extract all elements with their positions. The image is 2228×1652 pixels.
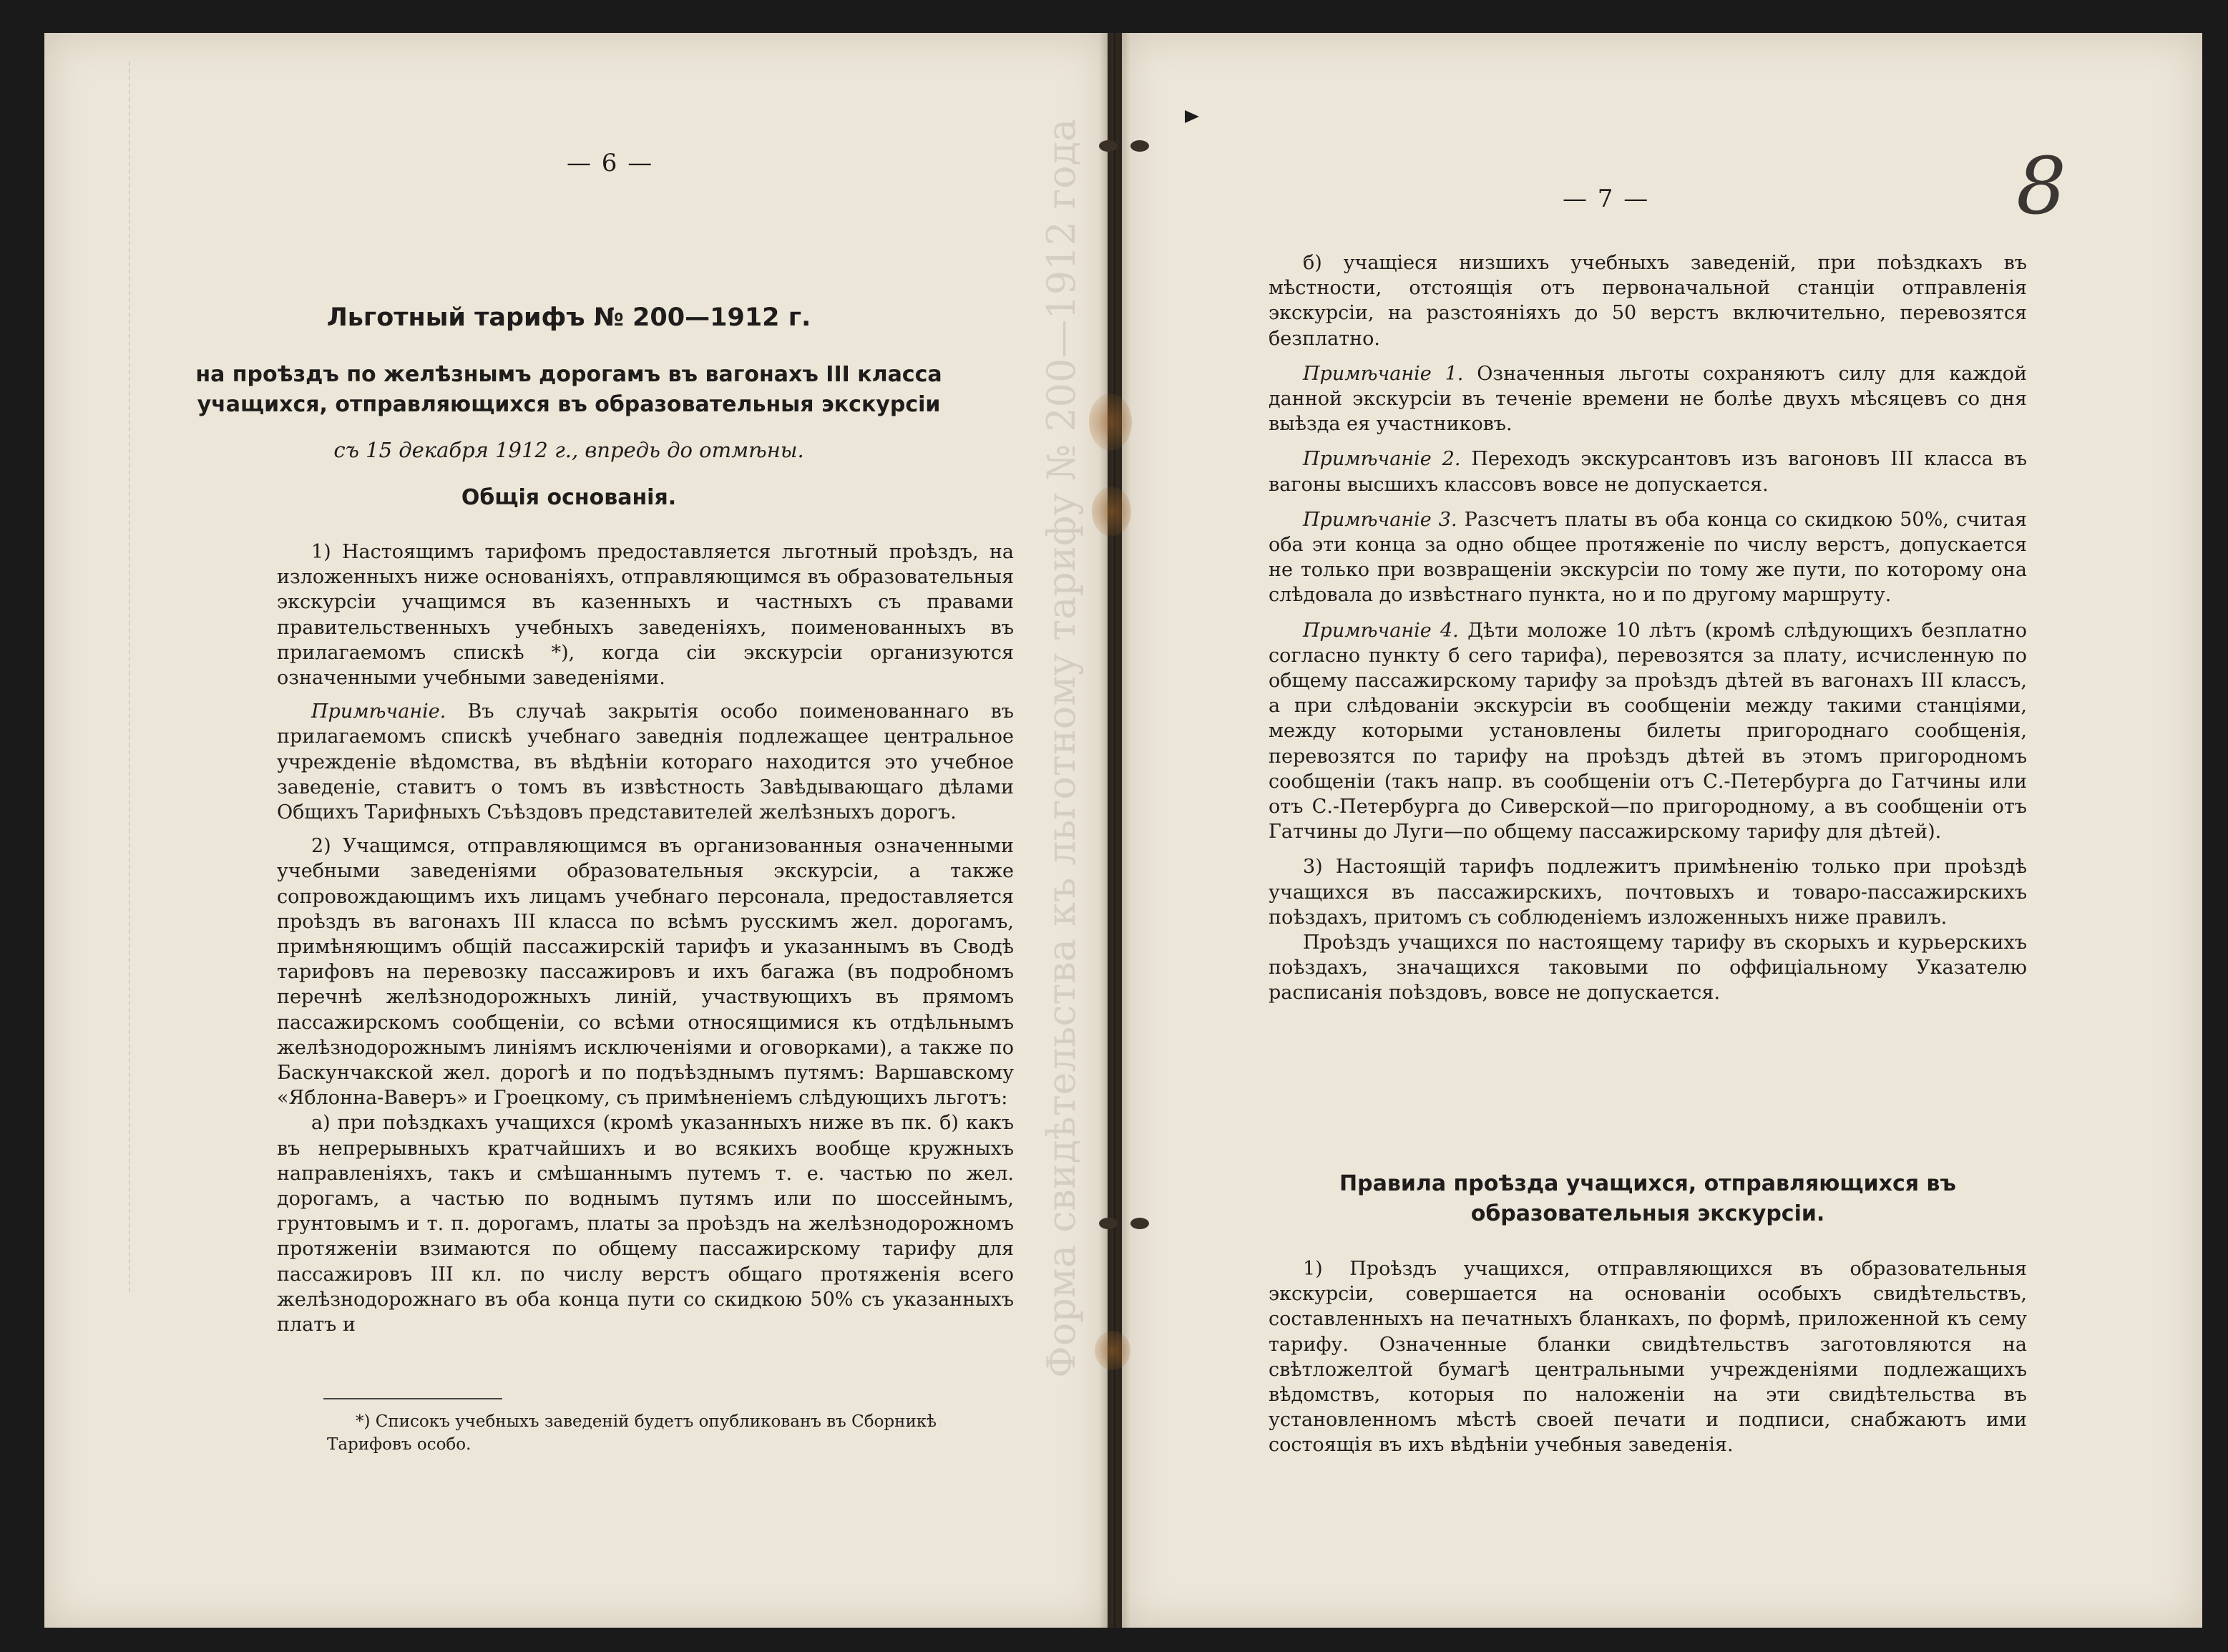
- left-page: [44, 33, 1108, 1628]
- rules-column: [1269, 1256, 2027, 1458]
- paragraph-2a: а) при поѣздкахъ учащихся (кромѣ указанныхъ ниже въ пк. б) какъ въ непрерывныхъ кратчайшихъ и во всякихъ вообще кружныхъ направленіяхъ, такъ и смѣшаннымъ путемъ т. е. частью по жел. дорогамъ, а частью по воднымъ путямъ или по шоссейнымъ, грунтовымъ и т. п. дорогамъ, платы за проѣздъ на желѣзнодорожномъ протяженіи взимаются по общему пассажирскому тарифу для пассажировъ III кл. по числу верстъ общаго протяженія всего желѣзнодорожнаго въ оба конца пути со скидкою 50% съ указанныхъ платъ и: [277, 1112, 1014, 1336]
- book-spine: [1099, 33, 1130, 1628]
- left-body-column: [277, 539, 1014, 1337]
- tariff-subtitle-line-2: учащихся, отправляющихся въ образовательныя экскурсіи: [197, 392, 941, 417]
- note-4: [1269, 618, 2027, 845]
- validity-date: съ 15 декабря 1912 г., впредь до отмѣны.: [333, 438, 804, 462]
- binding-hole: [1130, 140, 1149, 152]
- note-1: [1269, 361, 2027, 437]
- note-4-label: Примѣчаніе 4.: [1303, 619, 1459, 642]
- note-label: Примѣчаніе.: [311, 700, 446, 723]
- note-paragraph: [277, 699, 1014, 825]
- rust-stain: [1095, 1331, 1130, 1370]
- tariff-subtitle-line-1: на проѣздъ по желѣзнымъ дорогамъ въ вагонахъ III класса: [195, 362, 942, 387]
- right-body-column: [1269, 250, 2027, 1006]
- tariff-title: Льготный тарифъ № 200—1912 г.: [326, 303, 811, 332]
- footnote: *) Списокъ учебныхъ заведеній будетъ опубликованъ въ Сборникѣ Тарифовъ особо.: [327, 1412, 937, 1454]
- paragraph-b: б) учащіеся низшихъ учебныхъ заведеній, при поѣздкахъ въ мѣстности, отстоящія отъ первоначальной станціи отправленія экскурсіи, на разстояніяхъ до 50 верстъ включительно, перевозятся безплатно.: [1269, 252, 2027, 350]
- paragraph-2: 2) Учащимся, отправляющимся въ организованныя означенными учебными заведеніями образовательныя экскурсіи, а также сопровождающимъ ихъ лицамъ учебнаго персонала, предоставляется проѣздъ въ вагонахъ III класса по всѣмъ русскимъ жел. дорогамъ, примѣняющимъ общій пассажирскій тарифъ и указаннымъ въ Сводѣ тарифовъ на перевозку пассажировъ и ихъ багажа (въ подробномъ перечнѣ желѣзнодорожныхъ линій, участвующихъ въ прямомъ пассажирскомъ сообщеніи, со всѣми относящимися къ отдѣльнымъ желѣзнодорожнымъ линіямъ исключеніями и оговорками), а также по Баскунчакской жел. дорогѣ и по подъѣзднымъ путямъ: Варшавскому «Яблонна-Ваверъ» и Гроецкому, съ примѣненіемъ слѣдующихъ льготъ:: [277, 835, 1014, 1110]
- note-text: Въ случаѣ закрытія особо поименованнаго въ прилагаемомъ спискѣ учебнаго заведнія подлежащее центральное учрежденіе вѣдомства, въ вѣдѣніи котораго находится это учебное заведеніе, ставитъ о томъ въ извѣстность Завѣдывающаго дѣлами Общихъ Тарифныхъ Съѣздовъ представителей желѣзныхъ дорогъ.: [277, 700, 1014, 824]
- rules-paragraph-1: 1) Проѣздъ учащихся, отправляющихся въ образовательныя экскурсіи, совершается на основаніи особыхъ свидѣтельствъ, составленныхъ на печатныхъ бланкахъ, по формѣ, приложенной къ сему тарифу. Означенные бланки свидѣтельствъ заготовляются на свѣтложелтой бумагѣ центральными учрежденіями подлежащихъ вѣдомствъ, которыя по наложеніи на эти свидѣтельства въ установленномъ мѣстѣ своей печати и подписи, снабжаютъ ими состоящія въ ихъ вѣдѣніи учебныя заведенія.: [1269, 1258, 2027, 1457]
- note-3: [1269, 507, 2027, 608]
- rules-heading: Правила проѣзда учащихся, отправляющихся въ образовательныя экскурсіи.: [1339, 1171, 1956, 1226]
- rust-stain: [1089, 394, 1132, 451]
- paragraph-3b: Проѣздъ учащихся по настоящему тарифу въ скорыхъ и курьерскихъ поѣздахъ, значащихся таковыми по оффиціальному Указателю расписанія поѣздовъ, вовсе не допускается.: [1269, 932, 2027, 1005]
- note-2-text: Переходъ экскурсантовъ изъ вагоновъ III класса въ вагоны высшихъ классовъ вовсе не допускается.: [1269, 448, 2027, 496]
- paragraph-3: 3) Настоящій тарифъ подлежитъ примѣненію только при проѣздѣ учащихся въ пассажирскихъ, почтовыхъ и товаро-пассажирскихъ поѣздахъ, притомъ съ соблюденіемъ изложенныхъ ниже правилъ.: [1269, 856, 2027, 929]
- bleed-through-rule: [129, 62, 130, 1292]
- note-2-label: Примѣчаніе 2.: [1303, 448, 1461, 471]
- page-number: — 7 —: [1563, 185, 1650, 213]
- binding-hole: [1099, 1218, 1118, 1229]
- note-1-label: Примѣчаніе 1.: [1303, 362, 1464, 385]
- note-3-text: Разсчетъ платы въ оба конца со скидкою 50%, считая оба эти конца за одно общее протяженіе по числу верстъ, допускается не только при возвращеніи экскурсіи по тому же пути, по которому она слѣдовала до извѣстнаго пункта, но и по другому маршруту.: [1269, 508, 2027, 607]
- note-4-text: Дѣти моложе 10 лѣтъ (кромѣ слѣдующихъ безплатно согласно пункту б сего тарифа), перевозятся за плату, исчисленную по общему пассажирскому тарифу за проѣздъ дѣтей въ вагонахъ III классъ, а при слѣдованіи экскурсіи въ сообщеніи между такими станціями, между которыми установлены билеты пригороднаго сообщенія, перевозятся по тарифу на проѣздъ дѣтей въ этомъ пригородномъ сообщеніи (такъ напр. въ сообщеніи отъ С.-Петербурга до Гатчины или отъ С.-Петербурга до Сиверской—по пригородному, а въ сообщеніи отъ Гатчины до Луги—по общему пассажирскому тарифу для дѣтей).: [1269, 619, 2028, 844]
- binding-hole: [1130, 1218, 1149, 1229]
- note-1-text: Означенныя льготы сохраняютъ силу для каждой данной экскурсіи въ теченіе времени не болѣе двухъ мѣсяцевъ со дня выѣзда ея участниковъ.: [1269, 362, 2027, 436]
- paragraph-1: 1) Настоящимъ тарифомъ предоставляется льготный проѣздъ, на изложенныхъ ниже основаніяхъ, отправляющимся въ образовательныя экскурсіи учащимся въ казенныхъ и частныхъ съ правами правительственныхъ учебныхъ заведеніяхъ, поименованныхъ въ прилагаемомъ спискѣ *), когда сіи экскурсіи организуются означенными учебными заведеніями.: [277, 541, 1014, 690]
- bleed-through-text: Форма свидѣтельства къ льготному тарифу № 200—1912 года: [1039, 118, 1084, 1378]
- right-page: [1122, 33, 2202, 1628]
- section-heading-general: Общія основанія.: [461, 485, 677, 510]
- rust-stain: [1092, 487, 1131, 537]
- footnote-rule: [323, 1398, 502, 1399]
- page-number: — 6 —: [567, 149, 654, 177]
- note-2: [1269, 446, 2027, 497]
- note-3-label: Примѣчаніе 3.: [1303, 508, 1457, 531]
- binding-hole: [1099, 140, 1118, 152]
- marker-arrow-icon: [1185, 110, 1199, 123]
- handwritten-page-number: 8: [2016, 140, 2066, 232]
